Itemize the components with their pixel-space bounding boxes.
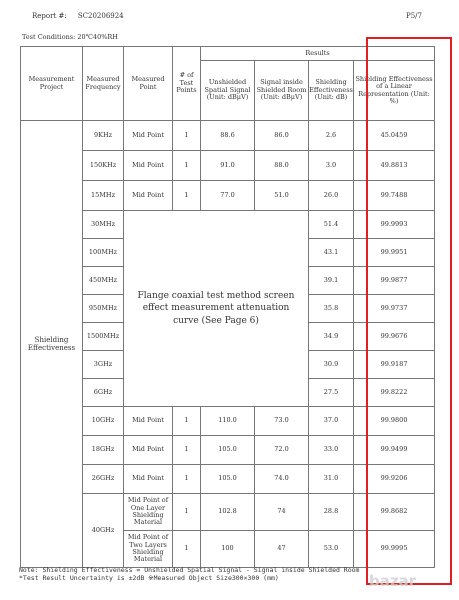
- se-cell: 27.5: [309, 379, 354, 407]
- linear-cell: 99.9800: [354, 407, 435, 436]
- freq-cell: 18GHz: [83, 436, 124, 465]
- freq-cell: 40GHz: [83, 494, 124, 568]
- inside-cell: 73.0: [255, 407, 309, 436]
- report-number: [32, 12, 124, 20]
- header-point: Measured Point: [124, 47, 173, 121]
- watermark-logo: bazar: [369, 572, 417, 590]
- se-cell: 28.8: [309, 494, 354, 531]
- se-cell: 53.0: [309, 531, 354, 568]
- linear-cell: 99.9737: [354, 295, 435, 323]
- header-frequency: Measured Frequency: [83, 47, 124, 121]
- inside-cell: 86.0: [255, 121, 309, 151]
- inside-cell: 51.0: [255, 181, 309, 211]
- linear-cell: 99.9187: [354, 351, 435, 379]
- inside-cell: 72.0: [255, 436, 309, 465]
- linear-cell: 99.8222: [354, 379, 435, 407]
- table-row: [21, 151, 435, 181]
- table-row: [21, 211, 435, 239]
- linear-cell: 99.9499: [354, 436, 435, 465]
- table-row: [21, 407, 435, 436]
- curve-note-text: Flange coaxial test method screen effect measurement attenuation curve (See Page 6): [137, 291, 295, 326]
- inside-cell: 74.0: [255, 465, 309, 494]
- freq-cell: 10GHz: [83, 407, 124, 436]
- point-cell: Mid Point: [124, 151, 173, 181]
- unshielded-cell: 100: [201, 531, 255, 568]
- freq-cell: 30MHz: [83, 211, 124, 239]
- num-cell: 1: [173, 494, 201, 531]
- unshielded-cell: 110.0: [201, 407, 255, 436]
- freq-cell: 3GHz: [83, 351, 124, 379]
- se-cell: 31.0: [309, 465, 354, 494]
- freq-cell: 950MHz: [83, 295, 124, 323]
- table-row: [21, 181, 435, 211]
- unshielded-cell: 102.8: [201, 494, 255, 531]
- num-cell: 1: [173, 181, 201, 211]
- unshielded-cell: 88.6: [201, 121, 255, 151]
- freq-cell: 100MHz: [83, 239, 124, 267]
- freq-cell: 26GHz: [83, 465, 124, 494]
- table-row: [21, 494, 435, 531]
- header-inside: Signal inside Shielded Room (Unit: dBμV): [255, 61, 309, 121]
- linear-cell: 99.9206: [354, 465, 435, 494]
- footnotes: [19, 566, 359, 583]
- linear-cell: 99.8682: [354, 494, 435, 531]
- header-unshielded: Unshielded Spatial Signal (Unit: dBμV): [201, 61, 255, 121]
- results-table: [20, 46, 435, 568]
- page-number: P5/7: [406, 12, 422, 20]
- freq-cell: 9KHz: [83, 121, 124, 151]
- point-cell: Mid Point: [124, 407, 173, 436]
- num-cell: 1: [173, 465, 201, 494]
- linear-cell: 49.8813: [354, 151, 435, 181]
- linear-cell: 99.9995: [354, 531, 435, 568]
- table-row: [21, 121, 435, 151]
- header-project: Measurement Project: [21, 47, 83, 121]
- se-cell: 30.9: [309, 351, 354, 379]
- freq-cell: 6GHz: [83, 379, 124, 407]
- se-cell: 51.4: [309, 211, 354, 239]
- se-cell: 43.1: [309, 239, 354, 267]
- report-number-value: SC20206924: [77, 12, 124, 20]
- se-cell: 26.0: [309, 181, 354, 211]
- linear-cell: 99.9676: [354, 323, 435, 351]
- table-row: [21, 436, 435, 465]
- se-cell: 34.9: [309, 323, 354, 351]
- freq-cell: 450MHz: [83, 267, 124, 295]
- num-cell: 1: [173, 151, 201, 181]
- header-se: Shielding Effectiveness (Unit: dB): [309, 61, 354, 121]
- inside-cell: 47: [255, 531, 309, 568]
- unshielded-cell: 105.0: [201, 436, 255, 465]
- point-cell: Mid Point of One Layer Shielding Material: [124, 494, 173, 531]
- project-cell: Shielding Effectiveness: [21, 121, 83, 568]
- linear-cell: 99.9951: [354, 239, 435, 267]
- report-number-label: Report #:: [32, 12, 67, 20]
- header-results: Results: [201, 47, 435, 61]
- linear-cell: 99.7488: [354, 181, 435, 211]
- curve-note: [124, 211, 309, 407]
- header-num-points: # of Test Points: [173, 47, 201, 121]
- freq-cell: 15MHz: [83, 181, 124, 211]
- se-cell: 39.1: [309, 267, 354, 295]
- num-cell: 1: [173, 407, 201, 436]
- unshielded-cell: 91.0: [201, 151, 255, 181]
- point-cell: Mid Point of Two Layers Shielding Material: [124, 531, 173, 568]
- point-cell: Mid Point: [124, 181, 173, 211]
- header-linear: Shielding Effectiveness of a Linear Representation (Unit: %): [354, 61, 435, 121]
- se-cell: 3.0: [309, 151, 354, 181]
- num-cell: 1: [173, 436, 201, 465]
- footnote-formula: Note: Shielding Effectiveness = Unshielded Spatial Signal - Signal inside Shielded Room: [19, 566, 360, 574]
- linear-cell: 99.9877: [354, 267, 435, 295]
- unshielded-cell: 105.0: [201, 465, 255, 494]
- freq-cell: 1500MHz: [83, 323, 124, 351]
- se-cell: 35.8: [309, 295, 354, 323]
- se-cell: 2.6: [309, 121, 354, 151]
- num-cell: 1: [173, 121, 201, 151]
- se-cell: 33.0: [309, 436, 354, 465]
- linear-cell: 45.0459: [354, 121, 435, 151]
- point-cell: Mid Point: [124, 121, 173, 151]
- point-cell: Mid Point: [124, 436, 173, 465]
- inside-cell: 74: [255, 494, 309, 531]
- inside-cell: 88.0: [255, 151, 309, 181]
- test-conditions: Test Conditions: 20℃40%RH: [22, 33, 118, 41]
- se-cell: 37.0: [309, 407, 354, 436]
- linear-cell: 99.9993: [354, 211, 435, 239]
- footnote-uncertainty: *Test Result Uncertainty is ±2dB ※Measured Object Size300×300 (mm): [19, 574, 279, 583]
- num-cell: 1: [173, 531, 201, 568]
- point-cell: Mid Point: [124, 465, 173, 494]
- freq-cell: 150KHz: [83, 151, 124, 181]
- unshielded-cell: 77.0: [201, 181, 255, 211]
- table-row: [21, 465, 435, 494]
